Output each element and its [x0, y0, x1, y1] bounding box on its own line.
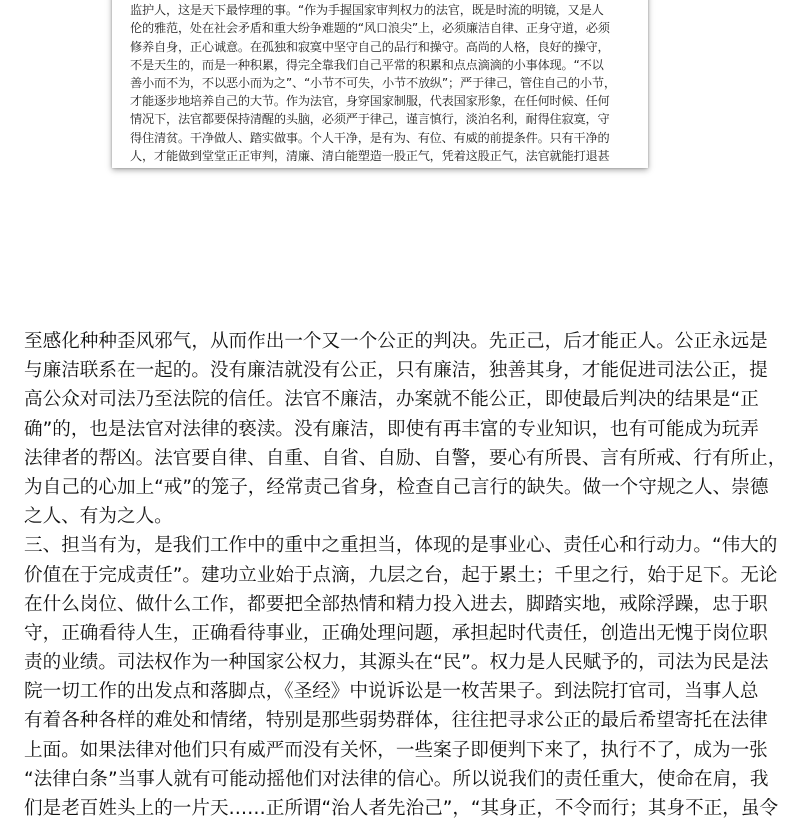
paragraph-line: 价值在于完成责任”。建功立业始于点滴，九层之台，起于累土；千里之行，始于足下。无论 [24, 564, 778, 586]
paragraph-line: 在什么岗位、做什么工作，都要把全部热情和精力投入进去，脚踏实地，戒除浮躁，忠于职 [24, 593, 768, 615]
paragraph-line: 院一切工作的出发点和落脚点，《圣经》中说诉讼是一枚苦果子。到法院打官司，当事人总 [24, 681, 759, 703]
paragraph-line: 法律者的帮凶。法官要自律、自重、自省、自励、自警，要心有所畏、言有所戒、行有所止， [24, 447, 787, 469]
paragraph-line: 高公众对司法乃至法院的信任。法官不廉洁，办案就不能公正，即使最后判决的结果是“正 [24, 389, 759, 411]
paragraph-line: 责的业绩。司法权作为一种国家公权力，其源头在“民”。权力是人民赋予的，司法为民是法 [24, 652, 769, 674]
document-body [24, 327, 787, 823]
paragraph-line: 为自己的心加上“戒”的笼子，经常责己省身，检查自己言行的缺失。做一个守规之人、崇德 [24, 476, 769, 498]
paragraph-line: 上面。如果法律对他们只有威严而没有关怀，一些案子即便判下来了，执行不了，成为一张 [24, 739, 768, 761]
paragraph-line: 们是老百姓头上的一片天……正所谓“治人者先治己”，“其身正，不令而行；其身不正，虽令 [24, 798, 779, 819]
embedded-text-line: 不是天生的，而是一种积累，得完全靠我们自己平常的积累和点点滴滴的小事体现。“不以 [130, 57, 604, 72]
paragraph-line: 与廉洁联系在一起的。没有廉洁就没有公正，只有廉洁，独善其身，才能促进司法公正，提 [24, 360, 768, 382]
paragraph-line: 至感化种种歪风邪气，从而作出一个又一个公正的判决。先正己，后才能正人。公正永远是 [24, 331, 768, 352]
embedded-text-line: 伦的雅范，处在社会矛盾和重大纷争难题的“风口浪尖”上，必须廉洁自律、正身守道，必须 [130, 21, 610, 36]
paragraph-line: 有着各种各样的难处和情绪，特别是那些弱势群体，往往把寻求公正的最后希望寄托在法律 [24, 710, 768, 732]
embedded-text-line: 情况下，法官都要保持清醒的头脑，必须严于律己，谨言慎行，淡泊名利，耐得住寂寞，守 [130, 112, 610, 127]
embedded-text-line: 得住清贫。干净做人、踏实做事。个人干净，是有为、有位、有威的前提条件。只有干净的 [130, 130, 610, 145]
embedded-page-text [130, 0, 634, 165]
embedded-text-line: 人，才能做到堂堂正正审判，清廉、清白能塑造一股正气，凭着这股正气，法官就能打退甚 [130, 148, 610, 163]
embedded-text-line: 才能逐步地培养自己的大节。作为法官，身穿国家制服，代表国家形象，在任何时候、任何 [130, 94, 610, 109]
embedded-text-line: 善小而不为，不以恶小而为之”、“小节不可失，小节不放纵”；严于律己，管住自己的小节， [130, 75, 616, 90]
paragraph-line: “法律白条”当事人就有可能动摇他们对法律的信心。所以说我们的责任重大，使命在肩，我 [24, 768, 769, 790]
paragraph-line: 确”的，也是法官对法律的亵渎。没有廉洁，即使有再丰富的专业知识，也有可能成为玩弄 [24, 418, 759, 440]
embedded-page-image [112, 0, 648, 168]
embedded-text-line: 修养自身，正心诚意。在孤独和寂寞中坚守自己的品行和操守。高尚的人格，良好的操守， [130, 39, 610, 54]
embedded-text-line: 监护人，这是天下最悖理的事。“作为手握国家审判权力的法官，既是时流的明镜，又是人 [130, 3, 604, 18]
paragraph-line: 三、担当有为，是我们工作中的重中之重担当，体现的是事业心、责任心和行动力。“伟大的 [24, 535, 778, 557]
paragraph-line: 之人、有为之人。 [24, 506, 173, 528]
paragraph-line: 守，正确看待人生，正确看待事业，正确处理问题，承担起时代责任，创造出无愧于岗位职 [24, 622, 768, 644]
